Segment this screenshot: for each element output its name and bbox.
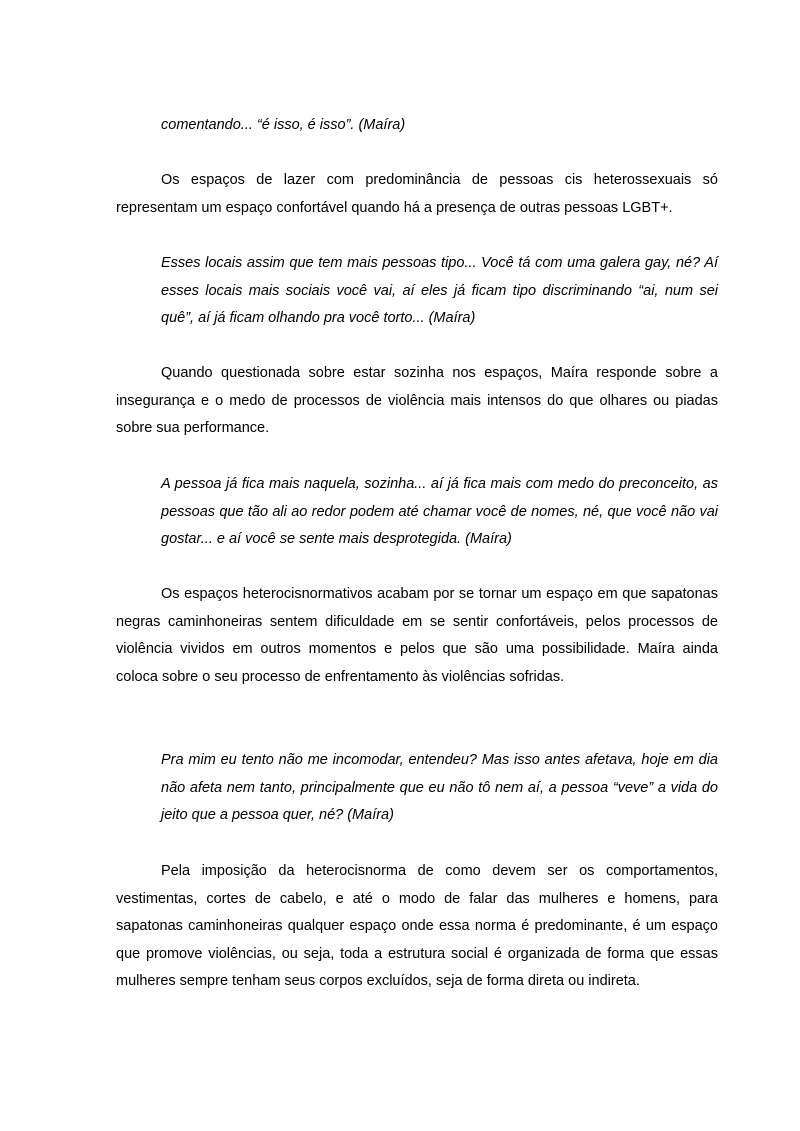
- body-paragraph: Os espaços de lazer com predominância de pessoas cis heterossexuais só representam um espaço confortável quando há a presença de outras pessoas LGBT+.: [116, 172, 718, 216]
- quote-block: A pessoa já fica mais naquela, sozinha... aí já fica mais com medo do preconceito, as pessoas que tão ali ao redor podem até chamar você de nomes, né, que você não vai gostar... e aí você se sente mais desprotegida. (Maíra): [161, 476, 718, 547]
- quote-block: Esses locais assim que tem mais pessoas tipo... Você tá com uma galera gay, né? Aí esses locais mais sociais você vai, aí eles já ficam tipo discriminando “ai, num sei quê”, aí já ficam olhando pra você torto... (Maíra): [161, 255, 718, 326]
- body-paragraph: Os espaços heterocisnormativos acabam por se tornar um espaço em que sapatonas negras caminhoneiras sentem dificuldade em se sentir confortáveis, pelos processos de violência vividos em outros momentos e pelos que são uma possibilidade. Maíra ainda coloca sobre o seu processo de enfrentamento às violências sofridas.: [116, 586, 718, 685]
- body-paragraph: Quando questionada sobre estar sozinha nos espaços, Maíra responde sobre a insegurança e o medo de processos de violência mais intensos do que olhares ou piadas sobre sua performance.: [116, 365, 718, 436]
- quote-block: Pra mim eu tento não me incomodar, entendeu? Mas isso antes afetava, hoje em dia não afeta nem tanto, principalmente que eu não tô nem aí, a pessoa “veve” a vida do jeito que a pessoa quer, né? (Maíra): [161, 752, 718, 823]
- quote-block: comentando... “é isso, é isso”. (Maíra): [161, 117, 406, 133]
- body-paragraph: Pela imposição da heterocisnorma de como devem ser os comportamentos, vestimentas, cortes de cabelo, e até o modo de falar das mulheres e homens, para sapatonas caminhoneiras qualquer espaço onde essa norma é predominante, é um espaço que promove violências, ou seja, toda a estrutura social é organizada de forma que essas mulheres sempre tenham seus corpos excluídos, seja de forma direta ou indireta.: [116, 863, 718, 989]
